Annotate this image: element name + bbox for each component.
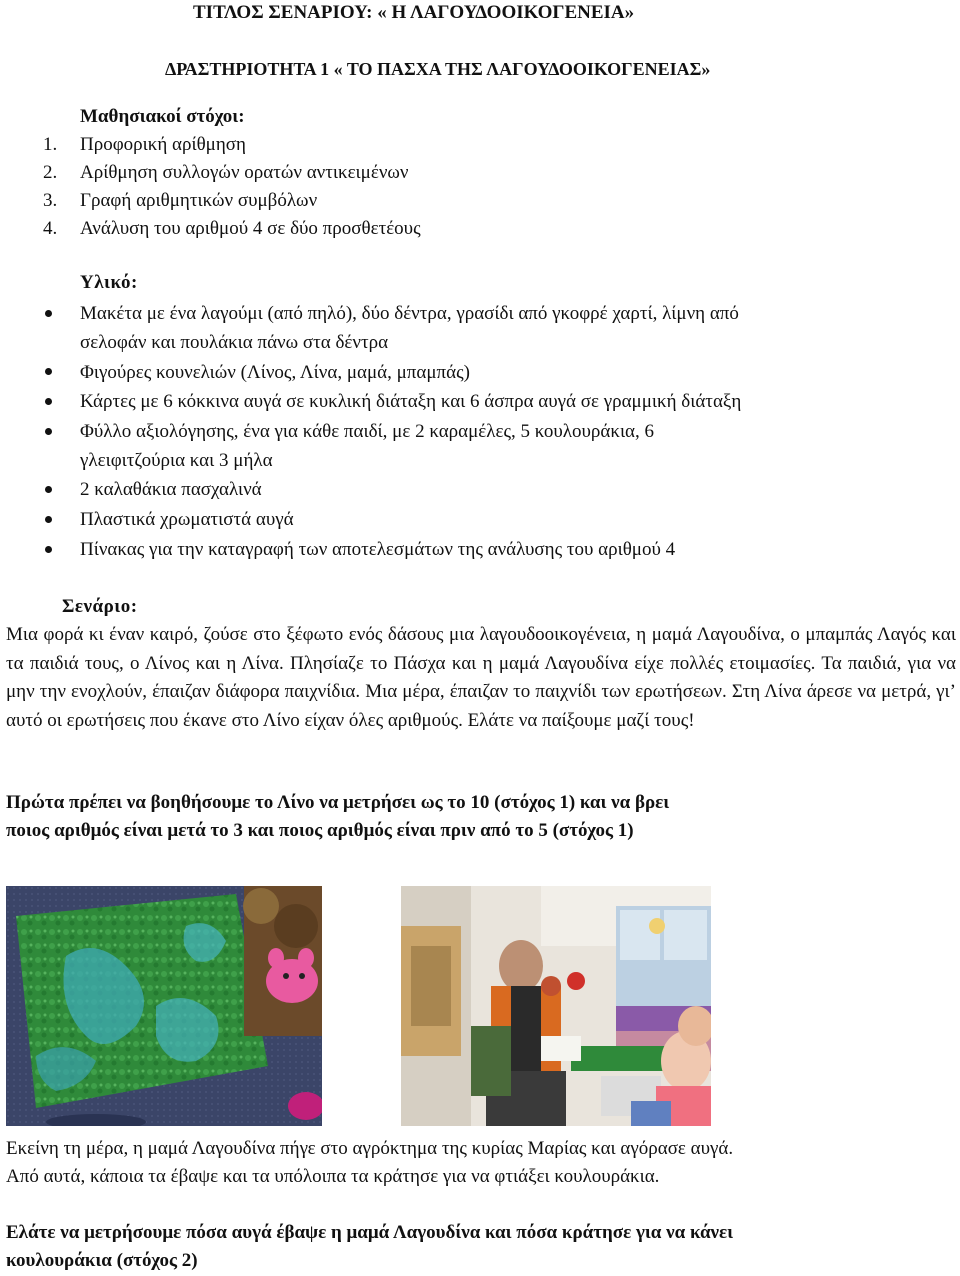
- objective-item: Προφορική αρίθμηση: [80, 134, 246, 155]
- bullet-icon: [45, 516, 52, 523]
- objectives-heading: Μαθησιακοί στόχοι:: [80, 106, 245, 127]
- objective-number: 1.: [43, 134, 58, 155]
- materials-heading: Υλικό:: [80, 272, 138, 293]
- bullet-icon: [45, 368, 52, 375]
- bullet-icon: [45, 486, 52, 493]
- model-landscape-image: [6, 886, 322, 1126]
- objective-number: 2.: [43, 162, 58, 183]
- objective-number: 4.: [43, 218, 58, 239]
- material-item: Μακέτα με ένα λαγούμι (από πηλό), δύο δέντρα, γρασίδι από γκοφρέ χαρτί, λίμνη από: [80, 303, 739, 324]
- scenario-title: ΤΙΤΛΟΣ ΣΕΝΑΡΙΟΥ: « Η ΛΑΓΟΥΔΟΟΙΚΟΓΕΝΕΙΑ»: [193, 2, 635, 23]
- bullet-icon: [45, 546, 52, 553]
- bullet-icon: [45, 398, 52, 405]
- material-item-continued: σελοφάν και πουλάκια πάνω στα δέντρα: [80, 332, 389, 353]
- material-item: Φύλλο αξιολόγησης, ένα για κάθε παιδί, με 2 καραμέλες, 5 κουλουράκια, 6: [80, 421, 655, 442]
- activity-title: ΔΡΑΣΤΗΡΙΟΤΗΤΑ 1 « ΤΟ ΠΑΣΧΑ ΤΗΣ ΛΑΓΟΥΔΟΟΙΚΟΓΕΝΕΙΑΣ»: [165, 59, 711, 79]
- material-item-continued: γλειφιτζούρια και 3 μήλα: [80, 450, 273, 471]
- scenario-paragraph: [6, 621, 956, 735]
- scenario-text: Μια φορά κι έναν καιρό, ζούσε στο ξέφωτο ενός δάσους μια λαγουδοοικογένεια, η μαμά Λαγουδίνα, ο μπαμπάς Λαγός και τα παιδιά τους, ο Λίνος και η Λίνα. Πλησίαζε το Πάσχα και η μαμά Λαγουδίνα είχε πολλές ετοιμασίες. Τα παιδιά, για να μην την ενοχλούν, έπαιζαν διάφορα παιχνίδια. Μια μέρα, έπαιζαν το παιχνίδι των ερωτήσεων. Στη Λίνα άρεσε να μετρά, γι’ αυτό οι ερωτήσεις που έκανε στο Λίνο είχαν όλες αριθμούς. Ελάτε να παίξουμε μαζί τους!: [6, 624, 956, 731]
- story-line: Από αυτά, κάποια τα έβαψε και τα υπόλοιπα τα κράτησε για να φτιάξει κουλουράκια.: [6, 1166, 660, 1187]
- material-item: Κάρτες με 6 κόκκινα αυγά σε κυκλική διάταξη και 6 άσπρα αυγά σε γραμμική διάταξη: [80, 391, 742, 412]
- story-line: Εκείνη τη μέρα, η μαμά Λαγουδίνα πήγε στο αγρόκτημα της κυρίας Μαρίας και αγόρασε αυγά.: [6, 1138, 734, 1159]
- objective-item: Γραφή αριθμητικών συμβόλων: [80, 190, 318, 211]
- objective-item: Αρίθμηση συλλογών ορατών αντικειμένων: [80, 162, 409, 183]
- material-item: Πλαστικά χρωματιστά αυγά: [80, 509, 294, 530]
- task-1-line: ποιος αριθμός είναι μετά το 3 και ποιος αριθμός είναι πριν από το 5 (στόχος 1): [6, 820, 634, 841]
- objective-number: 3.: [43, 190, 58, 211]
- material-item: 2 καλαθάκια πασχαλινά: [80, 479, 262, 500]
- material-item: Πίνακας για την καταγραφή των αποτελεσμάτων της ανάλυσης του αριθμού 4: [80, 539, 676, 560]
- task-2-line: Ελάτε να μετρήσουμε πόσα αυγά έβαψε η μαμά Λαγουδίνα και πόσα κράτησε για να κάνει: [6, 1222, 734, 1243]
- scenario-heading: Σενάριο:: [62, 596, 138, 617]
- bullet-icon: [45, 310, 52, 317]
- material-item: Φιγούρες κουνελιών (Λίνος, Λίνα, μαμά, μπαμπάς): [80, 362, 470, 383]
- photo-model-landscape: [6, 886, 322, 1126]
- task-1-line: Πρώτα πρέπει να βοηθήσουμε το Λίνο να μετρήσει ως το 10 (στόχος 1) και να βρει: [6, 792, 670, 813]
- task-2-line: κουλουράκια (στόχος 2): [6, 1250, 198, 1271]
- classroom-image: [401, 886, 711, 1126]
- bullet-icon: [45, 428, 52, 435]
- objective-item: Ανάλυση του αριθμού 4 σε δύο προσθετέους: [80, 218, 421, 239]
- photo-classroom: [401, 886, 711, 1126]
